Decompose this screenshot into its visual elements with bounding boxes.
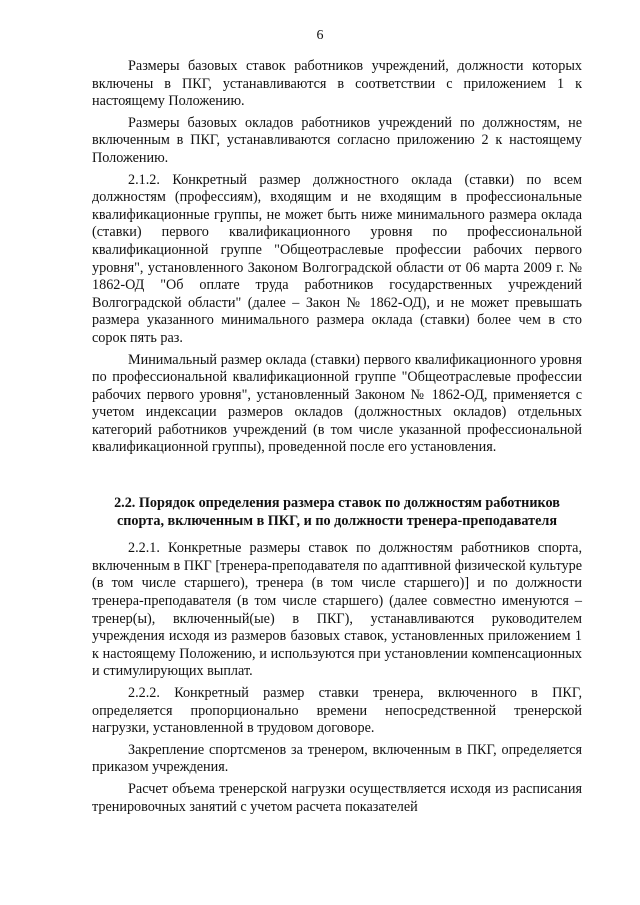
page-number: 6	[316, 28, 324, 43]
paragraph-minimum-salary: Минимальный размер оклада (ставки) первого квалификационного уровня по профессиональной квалификационной группе "Общеотраслевые профессии рабочих первого уровня", установленный Законом № 1862-ОД, применяется с учетом индексации размеров окладов (должностных окладов) отдельных категорий работников учреждений (в том числе указанной профессиональной квалификационной группы), проведенной после его установления.	[92, 351, 582, 456]
document-body	[92, 58, 582, 816]
paragraph-athlete-assignment: Закрепление спортсменов за тренером, включенным в ПКГ, определяется приказом учреждения.	[92, 741, 582, 776]
paragraph-2-1-2: 2.1.2. Конкретный размер должностного оклада (ставки) по всем должностям (профессиям), входящим и не входящим в профессиональные квалификационные группы, не может быть ниже минимального размера оклада (ставки) первого квалификационного уровня по профессиональной квалификационной группе "Общеотраслевые профессии рабочих первого уровня", установленного Законом Волгоградской области от 06 марта 2009 г. № 1862-ОД "Об оплате труда работников государственных учреждений Волгоградской области" (далее – Закон № 1862-ОД), и не может превышать размера указанного минимального размера оклада (ставки) более чем в сто сорок пять раз.	[92, 171, 582, 346]
section-heading-2-2: 2.2. Порядок определения размера ставок по должностям работников спорта, включенным в ПКГ, и по должности тренера-преподавателя	[114, 495, 560, 529]
paragraph-2-2-2: 2.2.2. Конкретный размер ставки тренера, включенного в ПКГ, определяется пропорционально времени непосредственной тренерской нагрузки, установленной в трудовом договоре.	[92, 685, 582, 737]
paragraph-2-2-1: 2.2.1. Конкретные размеры ставок по должностям работников спорта, включенным в ПКГ [тренера-преподавателя по адаптивной физической культуре (в том числе старшего), тренера (в том числе старшего)] и по должности тренера-преподавателя (в том числе старшего) (далее совместно именуются – тренер(ы), включенный(ые) в ПКГ), устанавливаются руководителем учреждения исходя из размеров базовых ставок, установленных приложением 1 к настоящему Положению, и используются при установлении компенсационных и стимулирующих выплат.	[92, 540, 582, 680]
paragraph-base-rates-pkg: Размеры базовых ставок работников учреждений, должности которых включены в ПКГ, устанавливаются в соответствии с приложением 1 к настоящему Положению.	[92, 58, 582, 110]
paragraph-base-salaries-non-pkg: Размеры базовых окладов работников учреждений по должностям, не включенным в ПКГ, устанавливаются согласно приложению 2 к настоящему Положению.	[92, 114, 582, 166]
paragraph-workload-calculation: Расчет объема тренерской нагрузки осуществляется исходя из расписания тренировочных занятий с учетом расчета показателей	[92, 780, 582, 815]
